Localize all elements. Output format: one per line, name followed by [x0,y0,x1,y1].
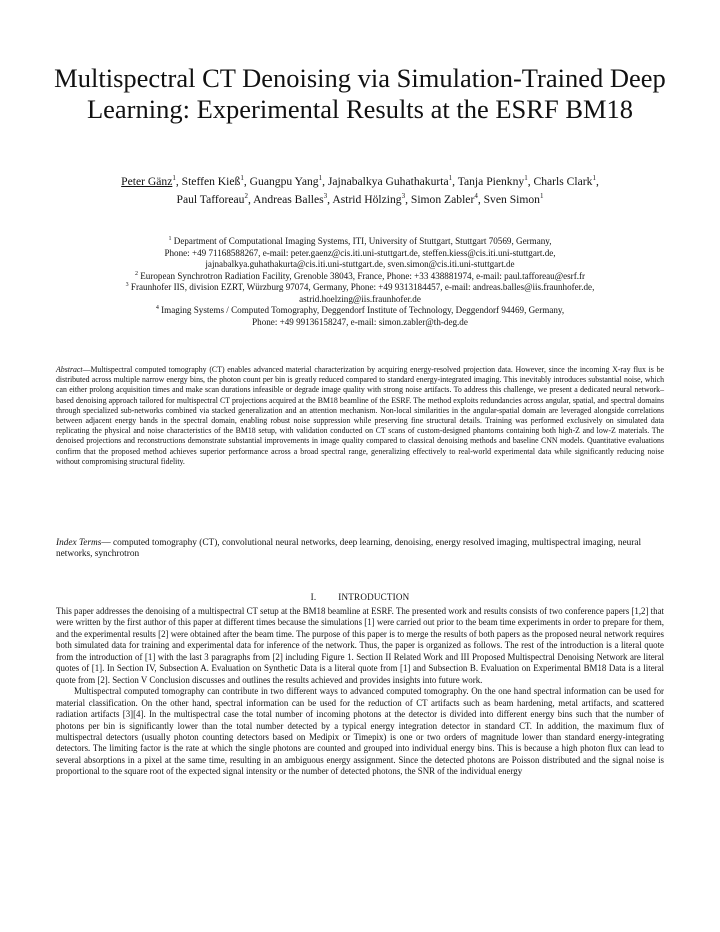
affiliation-number: 1 [168,235,172,242]
author-affil-mark: 1 [240,174,244,183]
author-affil-mark: 1 [592,174,596,183]
affiliation-line: Phone: +49 71168588267, e-mail: peter.gaenz@cis.iti.uni-stuttgart.de, steffen.kiess@cis.iti.uni-stuttgart.de, [164,247,556,258]
affiliation-line: jajnabalkya.guhathakurta@cis.iti.uni-stuttgart.de, sven.simon@cis.iti.uni-stuttgart.de [205,259,515,270]
section-title: INTRODUCTION [338,592,410,602]
affiliation-number: 2 [134,270,138,277]
author-affil-mark: 3 [323,192,328,201]
section-number: I. [310,592,317,602]
affiliation-line: Phone: +49 99136158247, e-mail: simon.zabler@th-deg.de [252,316,468,327]
affiliation-line: $^2$ European Synchrotron Radiation Facility, Grenoble 38043, France, Phone: +33 438881974, e-mail: paul.tafforeau@esrf.fr [134,270,586,281]
author-name: Steffen Kieß [181,175,241,188]
affiliation-line: $^4$ Imaging Systems / Computed Tomography, Deggendorf Institute of Technology, Deggendorf 94469, Germany, [155,305,565,316]
affiliation-block [44,236,676,328]
author-name: Tanja Pienkny [457,175,525,188]
author-name: Andreas Balles [253,193,324,206]
index-terms-text: — computed tomography (CT), convolutional neural networks, deep learning, denoising, energy resolved imaging, multispectral imaging, neural networks, synchrotron [56,538,642,560]
introduction-body [56,606,664,778]
abstract [56,365,664,467]
author-name: Jajnabalkya Guhathakurta [327,175,449,188]
author-affil-mark: 1 [172,174,176,183]
paper-title: Multispectral CT Denoising via Simulation-Trained Deep Learning: Experimental Results at the ESRF BM18 [54,63,666,124]
index-terms [56,538,664,561]
author-affil-mark: 2 [244,192,248,201]
author-affil-mark: 1 [539,192,544,201]
author-name: Charls Clark [533,175,593,188]
author-name: Sven Simon [483,193,540,206]
author-list: Peter Gänz$^1$, Steffen Kieß$^1$, Guangpu Yang$^1$, Jajnabalkya Guhathakurta$^1$, Tanja Pienkny$^1$, Charls Clark$^1$, Paul Tafforeau$^2$, Andreas Balles$^3$, Astrid Hölzing$^3$, Simon Zabler$^4$, Sven Simon$^1$ [121,174,599,206]
author-affil-mark: 1 [524,174,528,183]
affiliation-line: $^3$ Fraunhofer IIS, division EZRT, Würzburg 97074, Germany, Phone: +49 9313184457, e-mail: andreas.balles@iis.fraunhofer.de, [125,282,595,293]
body-paragraph: Multispectral computed tomography can contribute in two different ways to advanced computed tomography. On the one hand spectral information can be used for material classification. On the other hand, spectral information can be used for the reduction of CT artifacts such as beam hardening, metal artifacts, and scattered radiation artifacts [3][4]. In the multispectral case the total number of incoming photons at the detector is divided into different energy bins such that the number of photons per bin is significantly lower than the total number detected by a typical energy integration detector in standard CT. In addition, the maximum flux of multispectral detectors (usually photon counting detectors based on Medipix or Timepix) is one or two orders of magnitude lower than standard energy-integrating detectors. The limiting factor is the rate at which the single photons are counted and grouped into individual energy bins. This is because a high photon flux can lead to several absorptions in a pixel at the same time, resulting in an ambiguous energy assignment. Since the detected photons are Poisson distributed and the signal noise is proportional to the square root of the expected signal intensity or the number of detected photons, the SNR of the individual energy [56,686,664,777]
author-name: Guangpu Yang [249,175,319,188]
affiliation-line: $^1$ Department of Computational Imaging Systems, ITI, University of Stuttgart, Stuttgart 70569, Germany, [168,235,552,246]
author-name: Peter Gänz [121,175,173,188]
abstract-text: —Multispectral computed tomography (CT) enables advanced material characterization by acquiring energy-resolved projection data. However, since the incoming X-ray flux is be distributed across multiple narrow energy bins, the photon count per bin is greatly reduced compared to standard energy-integrated imaging. This inevitably introduces substantial noise, which can either prolong acquisition times and make scan durations infeasible or degrade image quality with strong noise artifacts. To address this challenge, we present a dedicated neural network–based denoising approach tailored for multispectral CT projections acquired at the BM18 beamline of the ESRF. The method exploits redundancies across angular, spatial, and spectral domains through specialized sub-networks combined via stacked generalization and an attention mechanism. Non-local similarities in the angular-spatial domain are leveraged alongside correlations between adjacent energy bands in the spectral domain, enabling robust noise suppression while preserving fine structural details. Training was performed exclusively on simulated data replicating the physical and noise characteristics of the BM18 setup, with validation conducted on CT scans of custom-designed phantoms containing both high-Z and low-Z materials. The denoised projections and reconstructions demonstrate substantial improvements in image quality compared to classical denoising methods and baseline CNN models. Quantitative evaluations confirm that the proposed method achieves superior performance across a broad spectral range, generalizing effectively to real-world experimental data while significantly reducing noise without compromising structural fidelity. [56,365,664,466]
affiliation-number: 4 [155,305,159,312]
index-terms-label: Index Terms [56,538,102,548]
affiliation-line: astrid.hoelzing@iis.fraunhofer.de [299,293,421,304]
abstract-label: Abstract [56,365,83,374]
author-affil-mark: 1 [448,174,453,183]
author-name: Simon Zabler [410,193,475,206]
author-name: Paul Tafforeau [176,193,245,206]
author-affil-mark: 3 [401,192,406,201]
body-paragraph: This paper addresses the denoising of a multispectral CT setup at the BM18 beamline at ESRF. The presented work and results consists of two conference papers [1,2] that were written by the first author of this paper at different times because the simulations [1] were carried out prior to the beam time experiments in order to prepare for them, and the experimental results [2] were obtained after the beam time. The purpose of this paper is to merge the results of both papers as the proposed neural network requires both simulated data for training and experimental data for inference of the network. Thus, the paper is organized as follows. The rest of the introduction is a literal quote from the introduction of [1] with the last 3 paragraphs from [2] including Figure 1. Section II Related Work and III Proposed Multispectral Denoising Network are literal quotes of [1]. In Section IV, Subsection A. Evaluation on Synthetic Data is a literal quote from [1] and Subsection B. Evaluation on Experimental BM18 Data is a literal quote from [2]. Section V Conclusion discusses and outlines the results achieved and provides insights into future work. [56,606,664,685]
author-affil-mark: 1 [318,174,323,183]
section-heading [56,592,664,602]
affiliation-number: 3 [125,282,129,289]
author-name: Astrid Hölzing [332,193,402,206]
author-affil-mark: 4 [474,192,478,201]
